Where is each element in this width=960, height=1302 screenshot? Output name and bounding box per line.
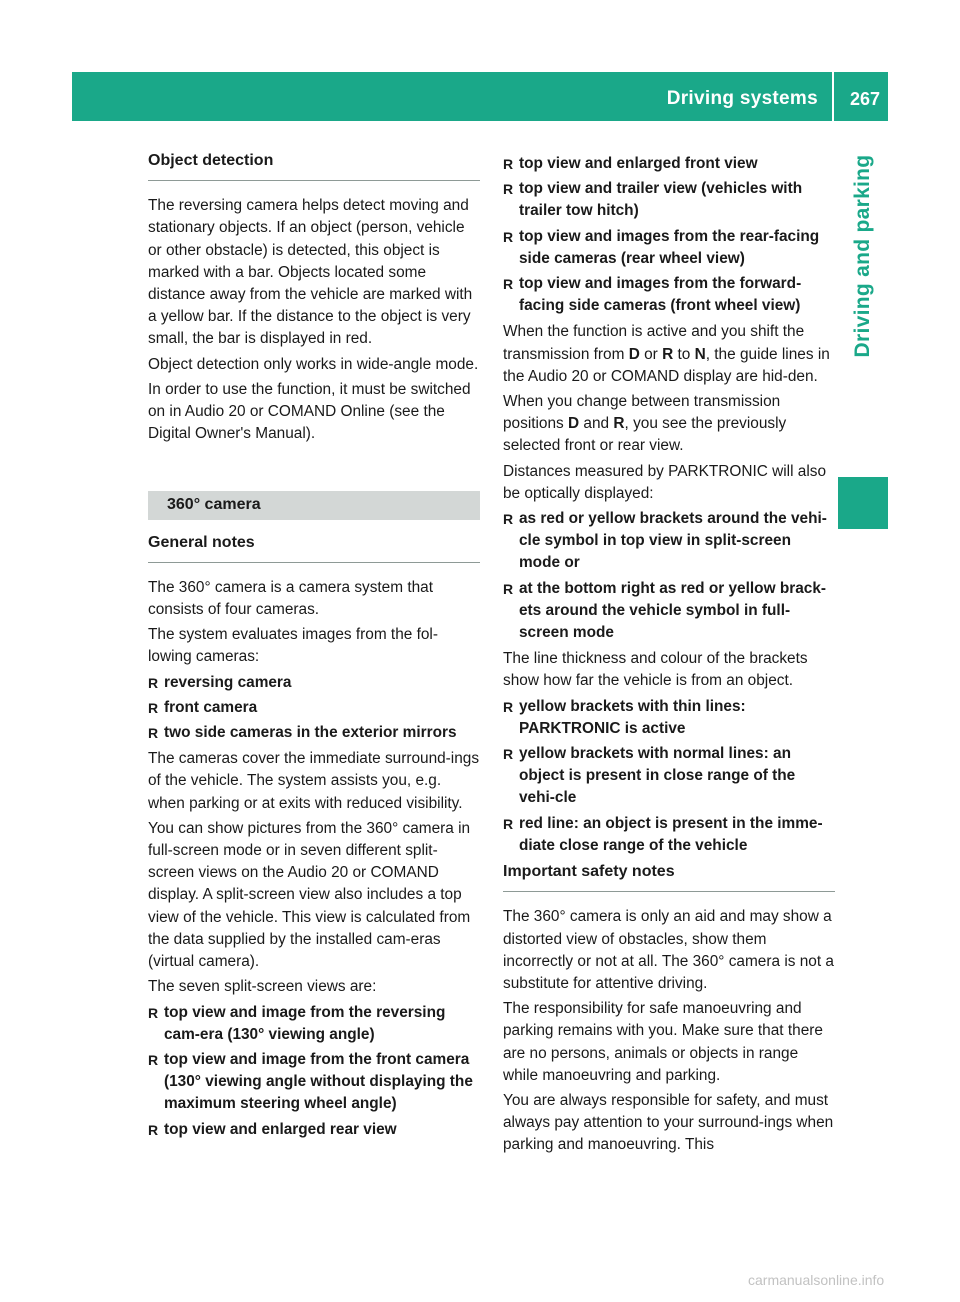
object-detection-p3: In order to use the function, it must be switched on in Audio 20 or COMAND Online (see the Digital Owner's Manual). (148, 380, 471, 443)
general-p2: The system evaluates images from the fol-lowing cameras: (148, 626, 438, 666)
gear-r: R (613, 415, 625, 433)
split-view-list-left (148, 1002, 480, 1141)
text-run: , the guide lines in the Audio 20 or COMAND display are hid-den. (503, 345, 830, 385)
list-item: R front camera (148, 697, 480, 719)
section-band-360-camera: 360° camera (148, 491, 480, 519)
safety-p1: The 360° camera is only an aid and may show a distorted view of obstacles, show them incorrectly or not at all. The 360° camera is not a substitute for attentive driving. (503, 908, 834, 992)
gear-d: D (628, 345, 640, 363)
text-run: , you see the previously selected front or rear view. (503, 415, 787, 455)
change-paragraph (503, 391, 835, 458)
right-column (503, 153, 835, 1160)
list-item: R top view and image from the front camera (130° viewing angle without displaying the maximum steering wheel angle) (148, 1049, 480, 1116)
object-detection-heading: Object detection (148, 150, 480, 181)
safety-p2: The responsibility for safe manoeuvring and parking remains with you. Make sure that there are no persons, animals or objects in range while manoeuvring and parking. (503, 1000, 823, 1084)
line-type-list (503, 696, 835, 857)
text-run: to (673, 345, 695, 363)
list-item: R top view and enlarged rear view (148, 1119, 480, 1141)
text-run: or (639, 345, 663, 363)
gear-n: N (694, 345, 706, 363)
bracket-list (503, 508, 835, 644)
list-item: R at the bottom right as red or yellow brack-ets around the vehicle symbol in full-screen mode (503, 578, 835, 645)
text-run: When the function is active and you shift the transmission from (503, 323, 805, 363)
list-item: R two side cameras in the exterior mirrors (148, 722, 480, 744)
list-item: R yellow brackets with thin lines: PARKTRONIC is active (503, 696, 835, 740)
page-number: 267 (849, 89, 880, 109)
header-divider (832, 72, 834, 121)
list-item: R top view and images from the forward-facing side cameras (front wheel view) (503, 273, 835, 317)
camera-list (148, 672, 480, 745)
chapter-tab-label: Driving and parking (851, 154, 874, 358)
list-item: R top view and image from the reversing cam-era (130° viewing angle) (148, 1002, 480, 1046)
distances-paragraph: Distances measured by PARKTRONIC will also be optically displayed: (503, 462, 827, 502)
object-detection-p2: Object detection only works in wide-angle mode. (148, 355, 479, 373)
object-detection-p1: The reversing camera helps detect moving and stationary objects. If an object (person, vehicle or other obstacle) is detected, this object is marked with a bar. Objects located some distance away from the vehicle are marked with a yellow bar. If the distance to the object is very small, the bar is displayed in red. (148, 197, 473, 348)
general-p1: The 360° camera is a camera system that consists of four cameras. (148, 578, 434, 619)
list-item: R top view and enlarged front view (503, 153, 835, 175)
text-run: When you change between transmission positions (503, 393, 781, 433)
left-column (148, 150, 480, 1145)
general-p5: The seven split-screen views are: (148, 978, 377, 996)
list-item: R top view and images from the rear-facing side cameras (rear wheel view) (503, 226, 835, 270)
general-p4: You can show pictures from the 360° camera in full-screen mode or in seven different split-screen views on the Audio 20 or COMAND display. A split-screen view also includes a top view of the vehicle. This view is calculated from the data supplied by the installed cam-eras (virtual camera). (148, 819, 471, 971)
list-item: R reversing camera (148, 672, 480, 694)
chapter-tab (838, 121, 888, 421)
list-item: R red line: an object is present in the imme-diate close range of the vehicle (503, 813, 835, 857)
gear-r: R (662, 345, 674, 363)
list-item: R top view and trailer view (vehicles with trailer tow hitch) (503, 178, 835, 222)
header-title: Driving systems (666, 88, 818, 109)
chapter-marker (838, 477, 888, 529)
shift-paragraph (503, 321, 835, 388)
general-p3: The cameras cover the immediate surround-ings of the vehicle. The system assists you, e.g. when parking or at exits with reduced visibility. (148, 750, 480, 812)
watermark: carmanualsonline.info (748, 1272, 885, 1288)
thickness-paragraph: The line thickness and colour of the brackets show how far the vehicle is from an object. (503, 650, 808, 690)
gear-d: D (568, 415, 580, 433)
text-run: and (579, 415, 614, 433)
list-item: R yellow brackets with normal lines: an object is present in close range of the vehi-cle (503, 743, 835, 810)
safety-notes-heading: Important safety notes (503, 861, 835, 892)
safety-p3: You are always responsible for safety, and must always pay attention to your surround-ings when parking and manoeuvring. This (503, 1091, 834, 1154)
page-header (72, 72, 888, 121)
list-item: R as red or yellow brackets around the vehi-cle symbol in top view in split-screen mode or (503, 508, 835, 575)
split-view-list-right (503, 153, 835, 317)
general-notes-heading: General notes (148, 532, 480, 563)
